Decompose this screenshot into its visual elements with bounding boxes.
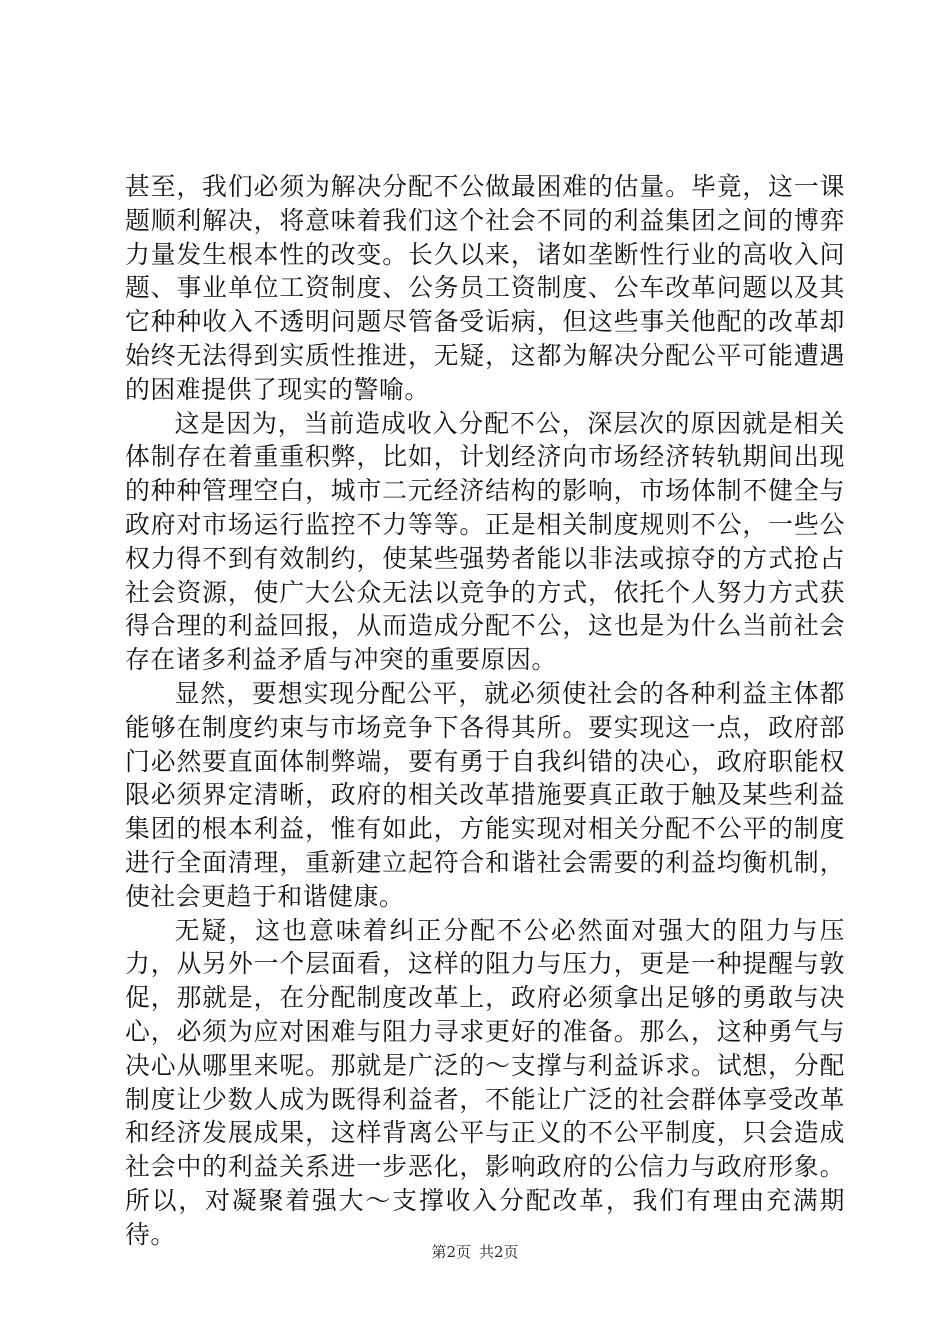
page-number-total: 共2页	[479, 1243, 519, 1261]
document-body	[125, 170, 845, 1252]
paragraph-2: 这是因为，当前造成收入分配不公，深层次的原因就是相关体制存在着重重积弊，比如，计划经济向市场经济转轨期间出现的种种管理空白，城市二元经济结构的影响，市场体制不健全与政府对市场运行监控不力等等。正是相关制度规则不公，一些公权力得不到有效制约，使某些强势者能以非法或掠夺的方式抢占社会资源，使广大公众无法以竞争的方式，依托个人努力方式获得合理的利益回报，从而造成分配不公，这也是为什么当前社会存在诸多利益矛盾与冲突的重要原因。	[125, 408, 845, 675]
page-number-current: 第2页	[431, 1243, 471, 1261]
paragraph-1: 甚至，我们必须为解决分配不公做最困难的估量。毕竟，这一课题顺利解决，将意味着我们这个社会不同的利益集团之间的博弈力量发生根本性的改变。长久以来，诸如垄断性行业的高收入问题、事业单位工资制度、公务员工资制度、公车改革问题以及其它种种收入不透明问题尽管备受诟病，但这些事关他配的改革却始终无法得到实质性推进，无疑，这都为解决分配公平可能遭遇的困难提供了现实的警喻。	[125, 172, 845, 404]
paragraph-3: 显然，要想实现分配公平，就必须使社会的各种利益主体都能够在制度约束与市场竞争下各得其所。要实现这一点，政府部门必然要直面体制弊端，要有勇于自我纠错的决心，政府职能权限必须界定清晰，政府的相关改革措施要真正敢于触及某些利益集团的根本利益，惟有如此，方能实现对相关分配不公平的制度进行全面清理，重新建立起符合和谐社会需要的利益均衡机制，使社会更趋于和谐健康。	[125, 678, 845, 911]
page-footer	[0, 1242, 950, 1262]
paragraph-4: 无疑，这也意味着纠正分配不公必然面对强大的阻力与压力，从另外一个层面看，这样的阻力与压力，更是一种提醒与敦促，那就是，在分配制度改革上，政府必须拿出足够的勇敢与决心，必须为应对困难与阻力寻求更好的准备。那么，这种勇气与决心从哪里来呢。那就是广泛的～支撑与利益诉求。试想，分配制度让少数人成为既得利益者，不能让广泛的社会群体享受改革和经济发展成果，这样背离公平与正义的不公平制度，只会造成社会中的利益关系进一步恶化，影响政府的公信力与政府形象。所以，对凝聚着强大～支撑收入分配改革，我们有理由充满期待。	[125, 915, 845, 1249]
